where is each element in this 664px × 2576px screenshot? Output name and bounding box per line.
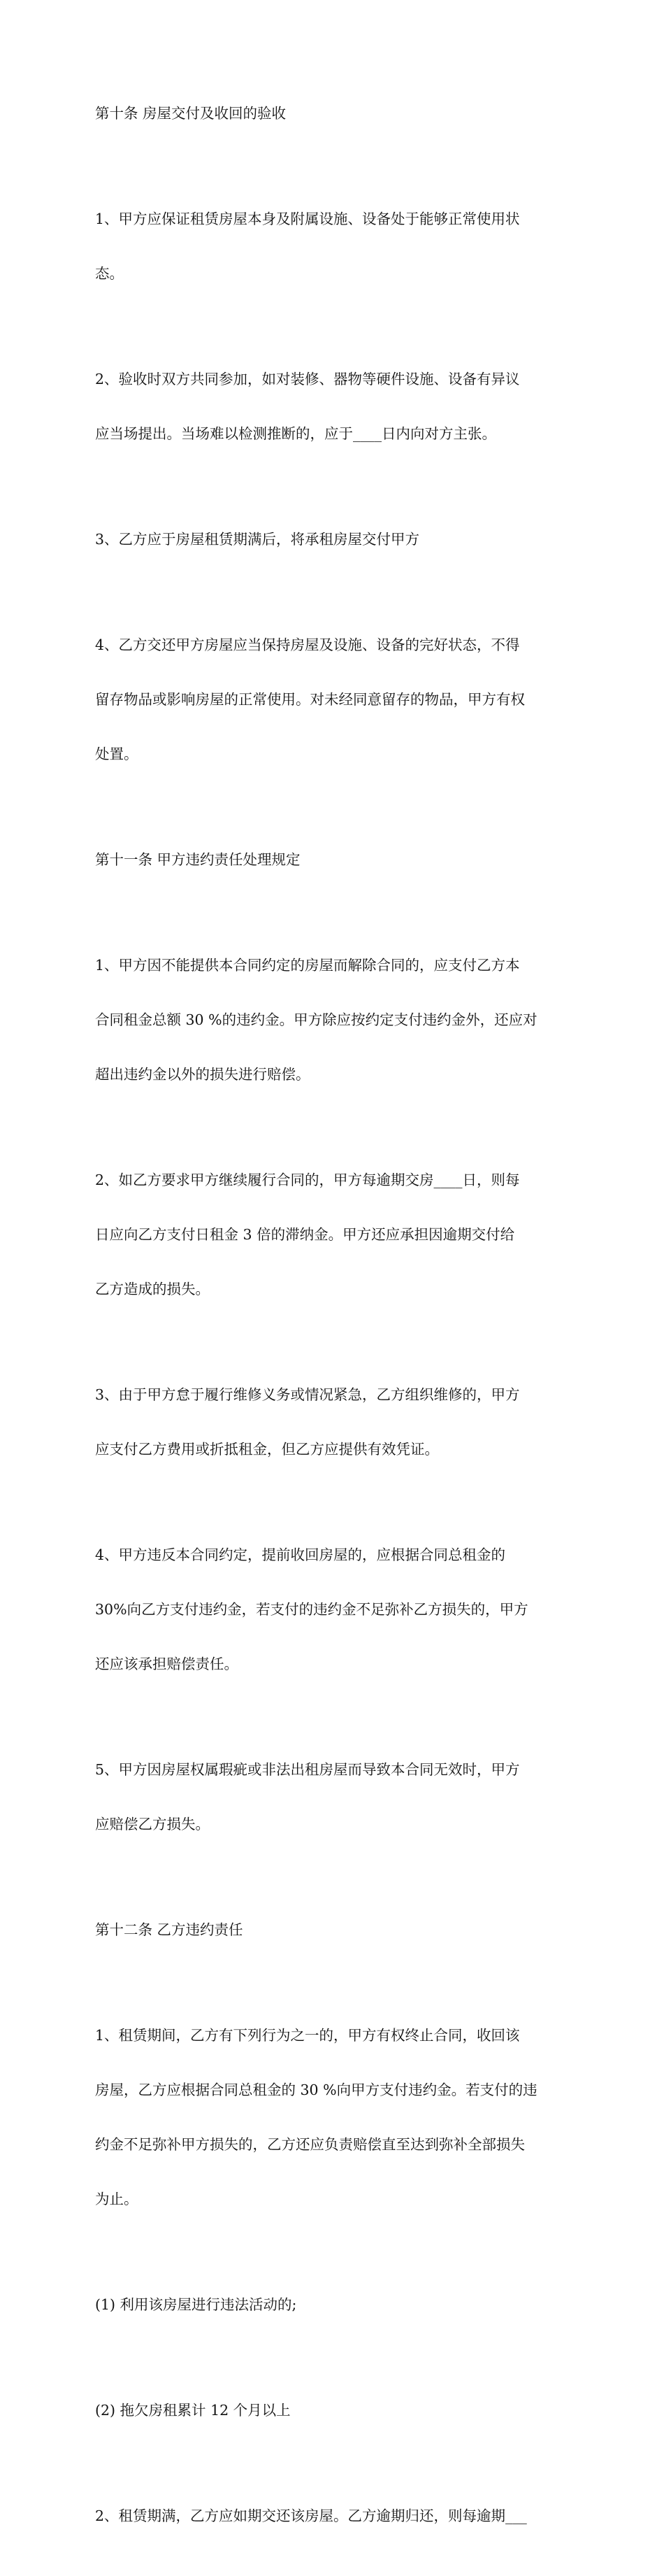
- article-12-clause-2: [95, 2470, 570, 2561]
- article-10-clause-2: [95, 334, 570, 479]
- text-line: 3、由于甲方怠于履行维修义务或情况紧急，乙方组织维修的，甲方: [95, 1386, 520, 1403]
- text-line: (1) 利用该房屋进行违法活动的;: [95, 2296, 297, 2313]
- text-line: 合同租金总额 30 %的违约金。甲方除应按约定支付违约金外，还应对: [95, 1011, 537, 1028]
- article-10-clause-3: [95, 494, 570, 585]
- text-line: 2、验收时双方共同参加，如对装修、器物等硬件设施、设备有异议: [95, 371, 520, 387]
- text-line: 为止。: [95, 2191, 138, 2207]
- article-10-clause-4: [95, 599, 570, 799]
- text-line: 应当场提出。当场难以检测推断的，应于____日内向对方主张。: [95, 425, 496, 442]
- article-11-clause-1: [95, 920, 570, 1120]
- text-line: 第十二条 乙方违约责任: [95, 1921, 243, 1938]
- article-11-clause-4: [95, 1509, 570, 1709]
- text-line: 超出违约金以外的损失进行赔偿。: [95, 1066, 310, 1083]
- article-11-heading: [95, 814, 570, 905]
- article-12-item-2: [95, 2365, 570, 2456]
- text-line: 5、甲方因房屋权属瑕疵或非法出租房屋而导致本合同无效时，甲方: [95, 1761, 520, 1778]
- text-line: 1、甲方因不能提供本合同约定的房屋而解除合同的，应支付乙方本: [95, 957, 520, 974]
- text-line: 第十一条 甲方违约责任处理规定: [95, 851, 301, 868]
- article-12-item-1: [95, 2259, 570, 2350]
- article-12-clause-1: [95, 1990, 570, 2244]
- article-10-clause-1: [95, 173, 570, 319]
- text-line: (2) 拖欠房租累计 12 个月以上: [95, 2402, 291, 2419]
- text-line: 1、甲方应保证租赁房屋本身及附属设施、设备处于能够正常使用状: [95, 211, 520, 227]
- text-line: 1、租赁期间，乙方有下列行为之一的，甲方有权终止合同，收回该: [95, 2027, 520, 2044]
- text-line: 第十条 房屋交付及收回的验收: [95, 105, 287, 122]
- text-line: 乙方造成的损失。: [95, 1281, 210, 1297]
- text-line: 30%向乙方支付违约金，若支付的违约金不足弥补乙方损失的，甲方: [95, 1601, 528, 1618]
- text-line: 应支付乙方费用或折抵租金，但乙方应提供有效凭证。: [95, 1441, 439, 1458]
- document-page: [95, 68, 570, 2576]
- text-line: 2、租赁期满，乙方应如期交还该房屋。乙方逾期归还，则每逾期___: [95, 2507, 527, 2524]
- text-line: 2、如乙方要求甲方继续履行合同的，甲方每逾期交房____日，则每: [95, 1172, 520, 1188]
- text-line: 日应向乙方支付日租金 3 倍的滞纳金。甲方还应承担因逾期交付给: [95, 1226, 515, 1243]
- article-12-heading: [95, 1884, 570, 1975]
- article-11-clause-3: [95, 1349, 570, 1495]
- article-11-clause-2: [95, 1134, 570, 1335]
- article-11-clause-5: [95, 1724, 570, 1870]
- text-line: 处置。: [95, 746, 138, 762]
- text-line: 房屋，乙方应根据合同总租金的 30 %向甲方支付违约金。若支付的违: [95, 2082, 537, 2098]
- text-line: 还应该承担赔偿责任。: [95, 1656, 238, 1672]
- text-line: 留存物品或影响房屋的正常使用。对未经同意留存的物品，甲方有权: [95, 691, 525, 708]
- text-line: 约金不足弥补甲方损失的，乙方还应负责赔偿直至达到弥补全部损失: [95, 2136, 525, 2153]
- article-10-heading: [95, 68, 570, 159]
- text-line: 3、乙方应于房屋租赁期满后，将承租房屋交付甲方: [95, 531, 420, 548]
- text-line: 4、乙方交还甲方房屋应当保持房屋及设施、设备的完好状态，不得: [95, 636, 520, 653]
- text-line: 态。: [95, 265, 124, 282]
- text-line: 4、甲方违反本合同约定，提前收回房屋的，应根据合同总租金的: [95, 1546, 506, 1563]
- text-line: 应赔偿乙方损失。: [95, 1816, 210, 1833]
